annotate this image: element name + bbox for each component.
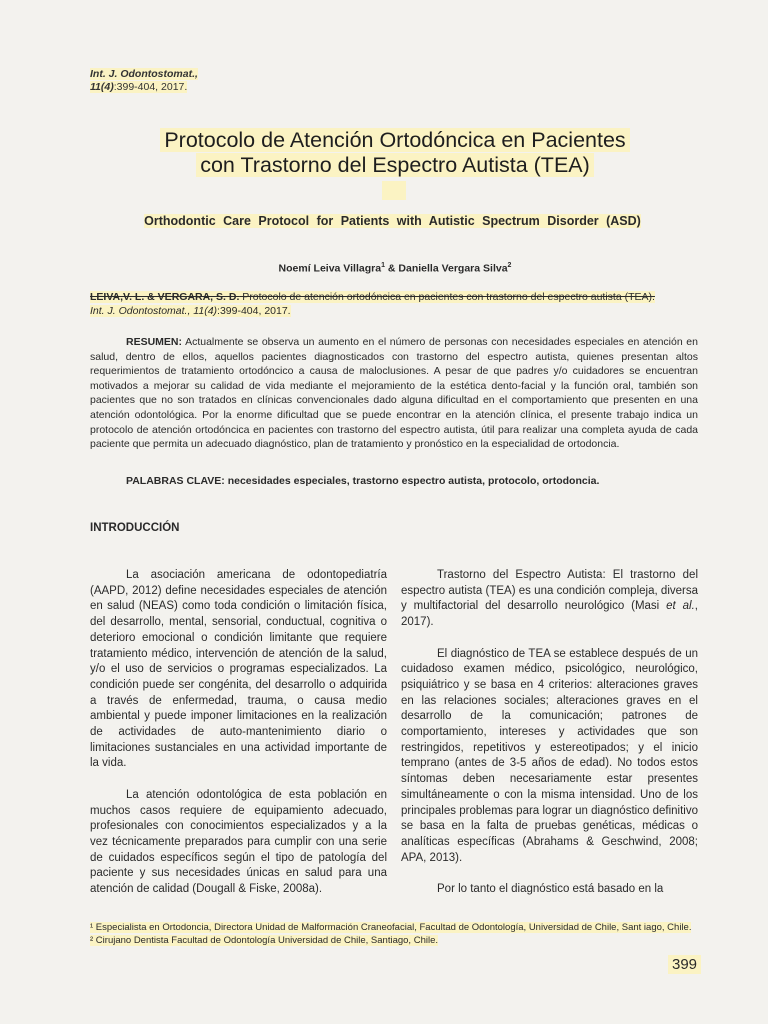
footnote-1-text: ¹ Especialista en Ortodoncia, Directora Unidad de Malformación Craneofacial, Facultad de Odontología, Universidad de Chile, Sant iago, Chile. [90,922,692,933]
paragraph-end: , 2017). [401,600,698,629]
author-separator: & [384,262,399,275]
paragraph: Por lo tanto el diagnóstico está basado en la [437,883,664,896]
english-title [110,213,675,230]
et-al: et al. [666,600,695,613]
abstract [90,335,698,452]
paragraph: La atención odontológica de esta población en muchos casos requiere de equipamiento adecuado, profesionales con conocimientos especializados y a la vez técnicamente preparados para cumplir con una serie de cuidados específicos según el tipo de patología del paciente y sus necesidades únicas en salud para una atención de calidad (Dougall & Fiske, 2008a). [90,788,387,896]
footnote-2-text: ² Cirujano Dentista Facultad de Odontología Universidad de Chile, Santiago, Chile. [90,935,439,946]
paragraph [401,568,698,631]
title-line-1: Protocolo de Atención Ortodóncica en Pacientes [160,128,629,152]
keywords: PALABRAS CLAVE: necesidades especiales, trastorno espectro autista, protocolo, ortodoncia. [126,475,600,487]
abstract-label: RESUMEN: [126,336,183,348]
citation [90,290,705,318]
citation-journal: Int. J. Odontostomat., 11(4) [90,305,218,317]
highlight-mark [382,181,406,200]
paragraph-text: Trastorno del Espectro Autista: El trastorno del espectro autista (TEA) es una condición compleja, diversa y multifactorial del desarrollo neurológico (Masi [401,569,698,613]
journal-pages: :399-404, 2017. [113,81,188,93]
footnote-2 [90,935,705,947]
abstract-text: Actualmente se observa un aumento en el número de personas con necesidades especiales en atención en salud, dentro de ellos, aquellos pacientes diagnosticados con trastorno del espectro autista, quienes presentan altos requerimientos de tratamiento ortodóncico a causa de maloclusiones. A pesar de que padres y/o cuidadores se encuentran motivados a mejorar su calidad de vida mediante el mejoramiento de la estética dento-facial y la función oral, también son pacientes que no son tratados en clínicas convencionales dado alguna dificultad en el comportamiento que presenten en una atención odontológica. Por la enorme dificultad que se puede encontrar en la atención clínica, el presente trabajo indica un protocolo de atención ortodóncica en pacientes con trastorno del espectro autista, útil para realizar una completa ayuda de cada paciente que permita un adecuado diagnóstico, plan de tratamiento y pronóstico en la especialidad de ortodoncia. [90,336,698,451]
citation-pages: :399-404, 2017. [217,305,291,317]
paragraph: El diagnóstico de TEA se establece después de un cuidadoso examen médico, psicológico, neurológico, psiquiátrico y se basa en 4 criterios: alteraciones graves en las relaciones sociales; alteraciones graves en el desarrollo de la comunicación; patrones de comportamiento, intereses y actividades que son restringidos, repetitivos y estereotipados; y el inicio temprano (antes de 3-5 años de edad). No todos estos síntomas deben necesariamente estar presentes simultáneamente o con la misma intensidad. Uno de los principales problemas para lograr un diagnóstico definitivo se basa en la falta de pruebas genéticas, médicas o analíticas específicas (Abrahams & Geschwind, 2008; APA, 2013). [401,647,698,864]
footnote-1 [90,922,705,934]
citation-text: Protocolo de atención ortodóncica en pacientes con trastorno del espectro autista (TEA). [239,291,655,303]
left-column [90,568,387,913]
right-column [401,568,698,913]
author-1-affiliation: 1 [381,262,385,269]
paragraph: La asociación americana de odontopediatría (AAPD, 2012) define necesidades especiales de atención en salud (NEAS) como toda condición o limitación física, del desarrollo, mental, sensorial, conductual, cognitiva o deterioro emocional o condición limitante que requiere tratamiento médico, intervención de atención de la salud, y/o el uso de servicios o programas especializados. La condición puede ser congénita, del desarrollo o adquirida a través de enfermedad, trauma, o causa medio ambiental y puede imponer limitaciones en la realización de actividades de auto-mantenimiento diario o limitaciones sustanciales en una actividad importante de la vida. [90,569,387,770]
section-heading-introduccion: INTRODUCCIÓN [90,522,180,534]
author-2-affiliation: 2 [507,262,512,269]
journal-name: Int. J. Odontostomat., [90,68,198,80]
page-number: 399 [668,955,701,974]
citation-authors: LEIVA,V. L. & VERGARA, S. D. [90,291,240,303]
paper-title [90,128,700,178]
author-2: Daniella Vergara Silva [398,262,508,275]
title-line-2: con Trastorno del Espectro Autista (TEA) [196,153,594,177]
journal-reference [90,68,198,94]
english-title-text: Orthodontic Care Protocol for Patients with Autistic Spectrum Disorder (ASD) [144,214,641,228]
author-list [90,262,700,275]
author-1: Noemí Leiva Villagra [278,262,382,275]
journal-volume: 11(4) [90,81,114,93]
